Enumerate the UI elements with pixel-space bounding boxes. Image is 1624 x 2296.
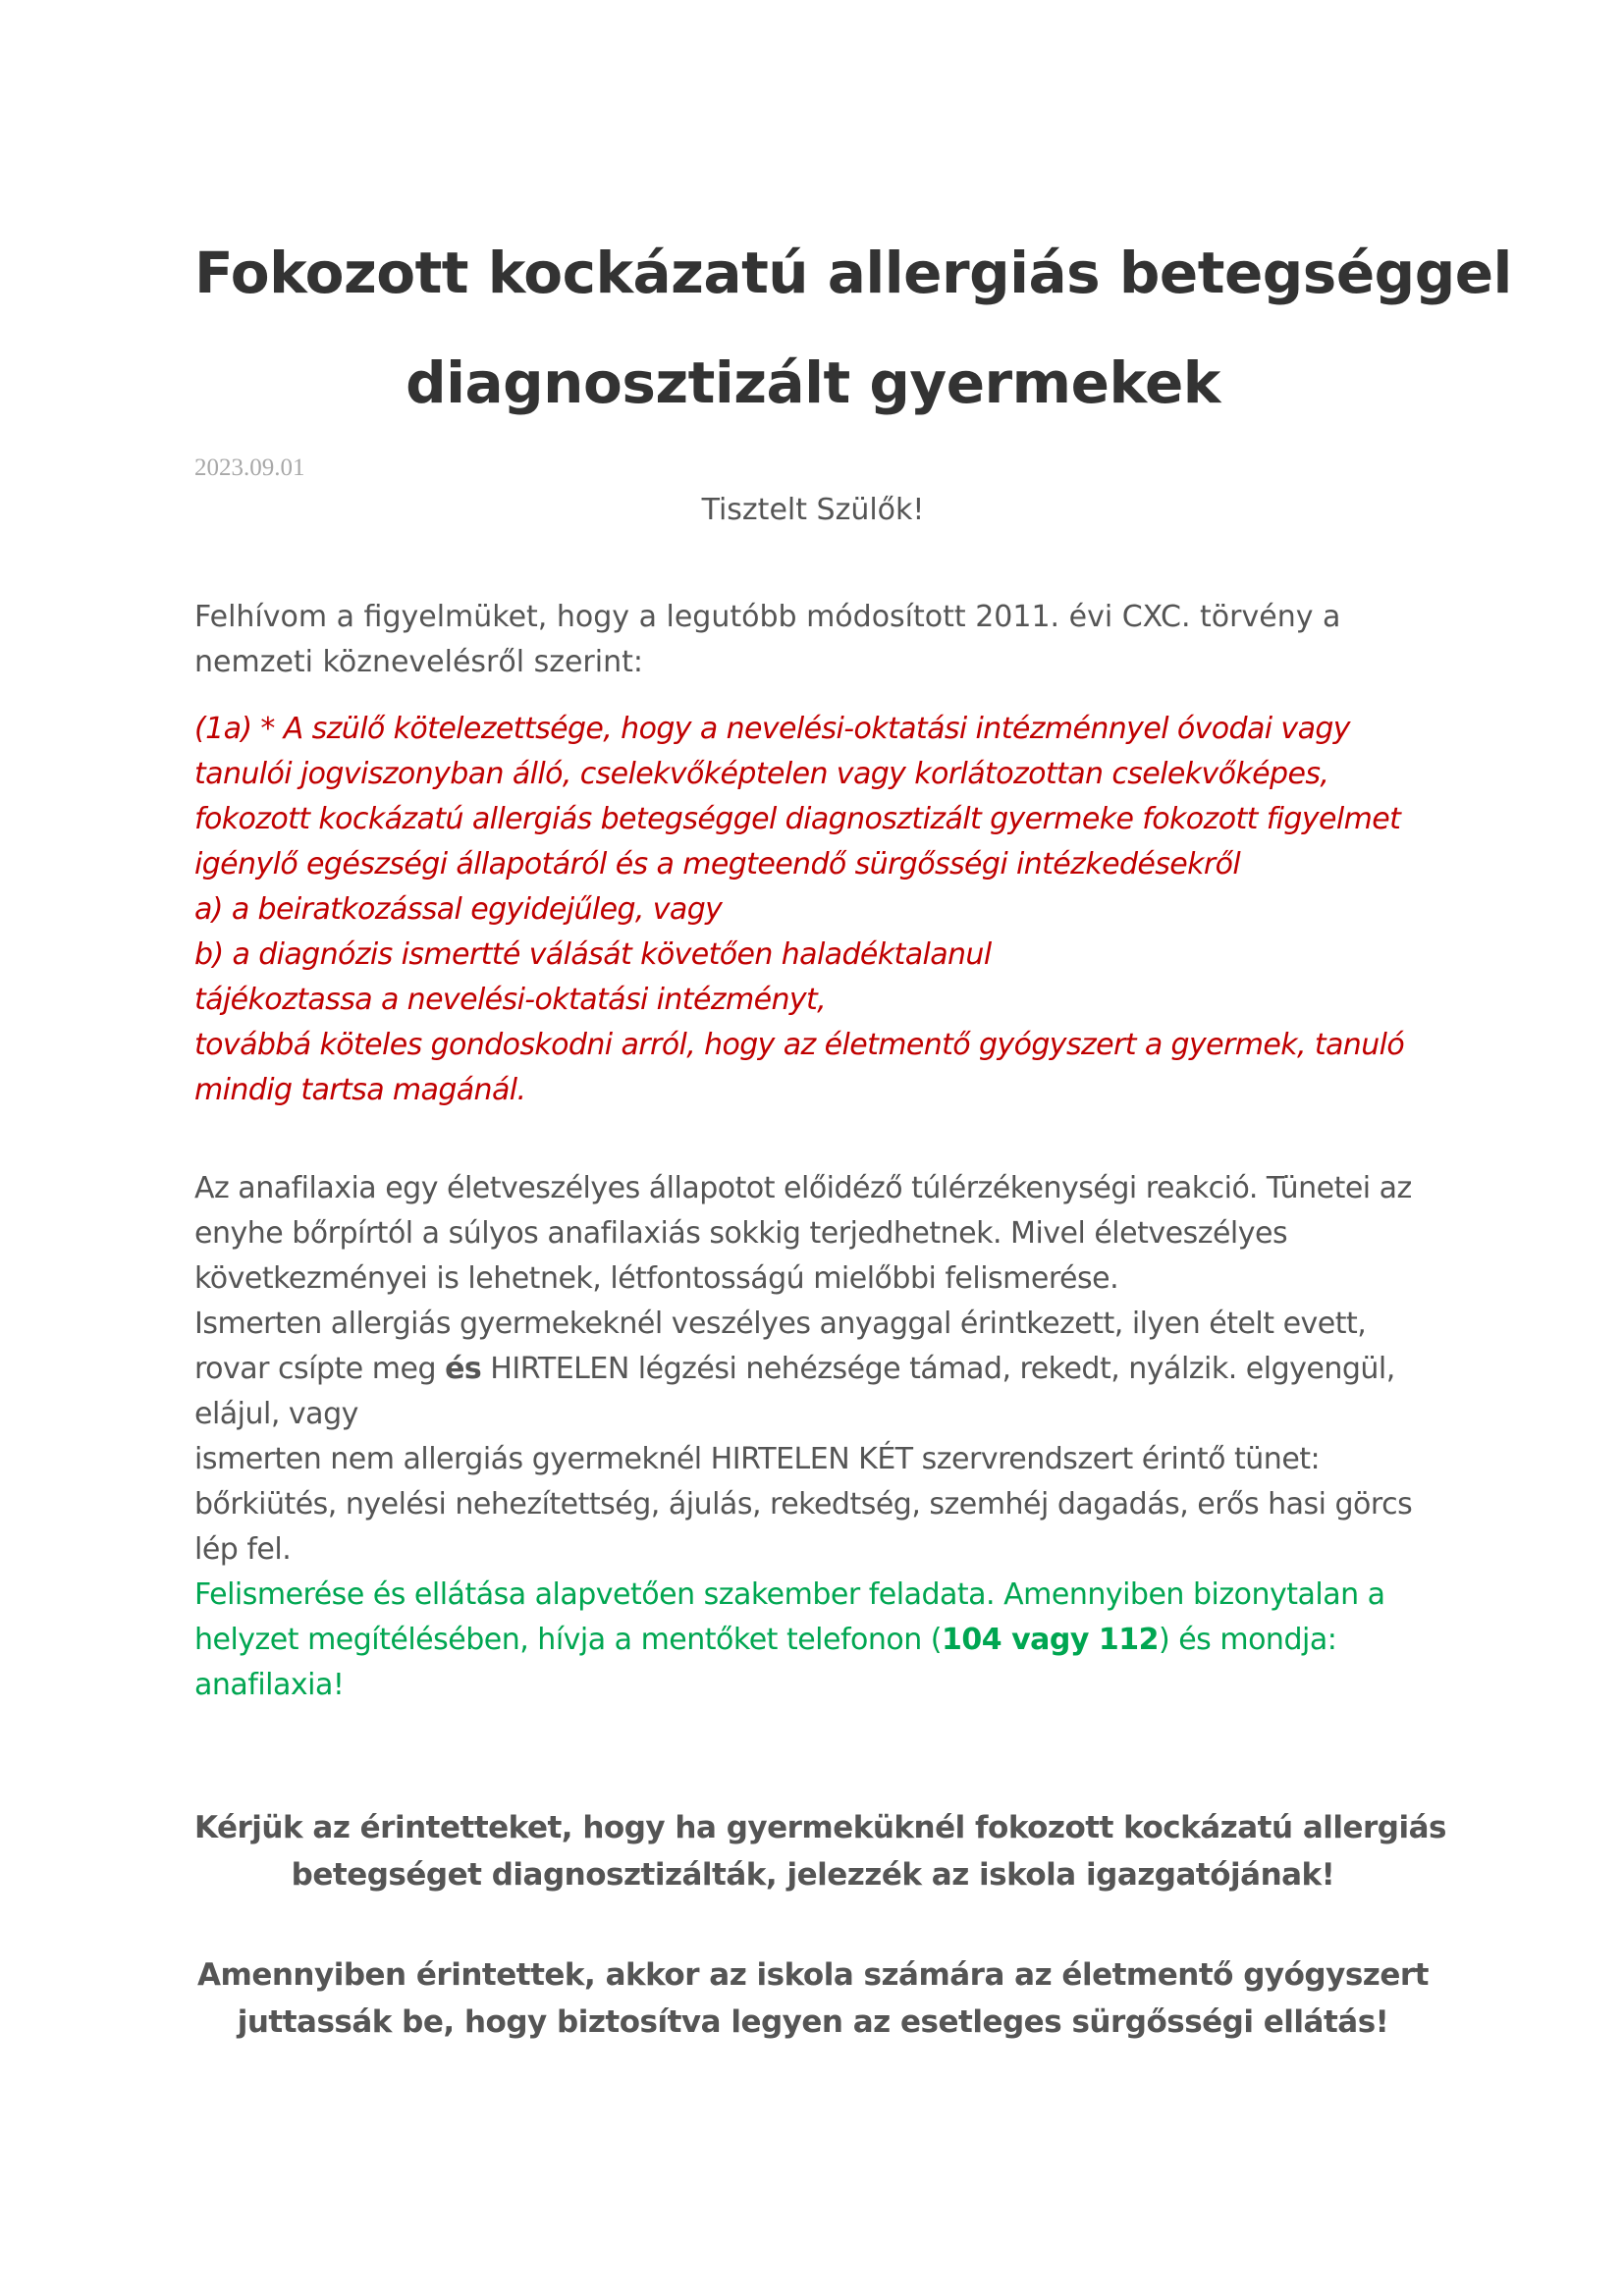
law-line: a) a beiratkozással egyidejűleg, vagy (194, 892, 723, 927)
intro-line: Felhívom a figyelmüket, hogy a legutóbb módosított 2011. évi CXC. törvény a (194, 600, 1341, 634)
title-line: Fokozott kockázatú allergiás betegséggel (194, 240, 1512, 306)
text-segment: ) és mondja: (1158, 1623, 1337, 1657)
bold-and: és (445, 1352, 482, 1386)
law-line: továbbá köteles gondoskodni arról, hogy az életmentő gyógyszert a gyermek, tanuló (194, 1028, 1405, 1062)
greeting: Tisztelt Szülők! (701, 493, 925, 527)
law-quote (194, 707, 1432, 1113)
page-title (194, 218, 1512, 438)
emergency-line (194, 1618, 1432, 1663)
law-line: tanulói jogviszonyban álló, cselekvőképtelen vagy korlátozottan cselekvőképes, (194, 757, 1329, 791)
anaphylaxis-line: bőrkiütés, nyelési nehezítettség, ájulás, rekedtség, szemhéj dagadás, erős hasi görcs (194, 1487, 1413, 1522)
law-line: b) a diagnózis ismertté válását követően haladéktalanul (194, 937, 992, 972)
closing-line: juttassák be, hogy biztosítva legyen az esetleges sürgősségi ellátás! (237, 2004, 1389, 2040)
intro-paragraph (194, 595, 1432, 685)
anaphylaxis-line: ismerten nem allergiás gyermeknél HIRTELEN KÉT szervrendszert érintő tünet: (194, 1442, 1321, 1476)
law-line: mindig tartsa magánál. (194, 1073, 526, 1107)
emergency-notice (194, 1573, 1432, 1708)
anaphylaxis-line: következményei is lehetnek, létfontosságú mielőbbi felismerése. (194, 1261, 1119, 1296)
anaphylaxis-section (194, 1166, 1432, 1708)
closing-line: Kérjük az érintetteket, hogy ha gyermeküknél fokozott kockázatú allergiás (194, 1810, 1446, 1845)
closing-medication (194, 1951, 1432, 2046)
publish-date: 2023.09.01 (194, 454, 305, 481)
law-line: tájékoztassa a nevelési-oktatási intézményt, (194, 983, 827, 1017)
law-line: fokozott kockázatú allergiás betegséggel diagnosztizált gyermeke fokozott figyelmet (194, 802, 1401, 836)
anaphylaxis-line: enyhe bőrpírtól a súlyos anafilaxiás sokkig terjedhetnek. Mivel életveszélyes (194, 1216, 1288, 1251)
emergency-line: anafilaxia! (194, 1668, 345, 1702)
emergency-line: Felismerése és ellátása alapvetően szakember feladata. Amennyiben bizonytalan a (194, 1577, 1385, 1612)
text-segment: helyzet megítélésében, hívja a mentőket telefonon ( (194, 1623, 943, 1657)
intro-line: nemzeti köznevelésről szerint: (194, 645, 643, 679)
closing-request (194, 1804, 1446, 1898)
anaphylaxis-line: eláj﻿ul, vagy (194, 1397, 358, 1431)
text-segment: HIRTELEN légzési nehézsége támad, rekedt, nyálzik. elgyengül, (481, 1352, 1395, 1386)
anaphylaxis-line: lép fel. (194, 1532, 292, 1567)
emergency-phone-numbers: 104 vagy 112 (942, 1623, 1159, 1657)
anaphylaxis-line: Az anafilaxia egy életveszélyes állapotot előidéző túlérzékenységi reakció. Tünetei az (194, 1171, 1412, 1205)
closing-line: Amennyiben érintettek, akkor az iskola számára az életmentő gyógyszert (197, 1957, 1429, 1993)
anaphylaxis-line: Ismerten allergiás gyermekeknél veszélyes anyaggal érintkezett, ilyen ételt evett, (194, 1307, 1367, 1341)
anaphylaxis-line (194, 1347, 1432, 1392)
law-line: igénylő egészségi állapotáról és a megteendő sürgősségi intézkedésekről (194, 847, 1241, 881)
text-segment: rovar csípte meg (194, 1352, 446, 1386)
closing-line: betegséget diagnosztizálták, jelezzék az iskola igazgatójának! (291, 1857, 1335, 1893)
title-line: diagnosztizált gyermekek (406, 349, 1220, 416)
law-line: (1a) * A szülő kötelezettsége, hogy a nevelési-oktatási intézménnyel óvodai vagy (194, 712, 1350, 746)
